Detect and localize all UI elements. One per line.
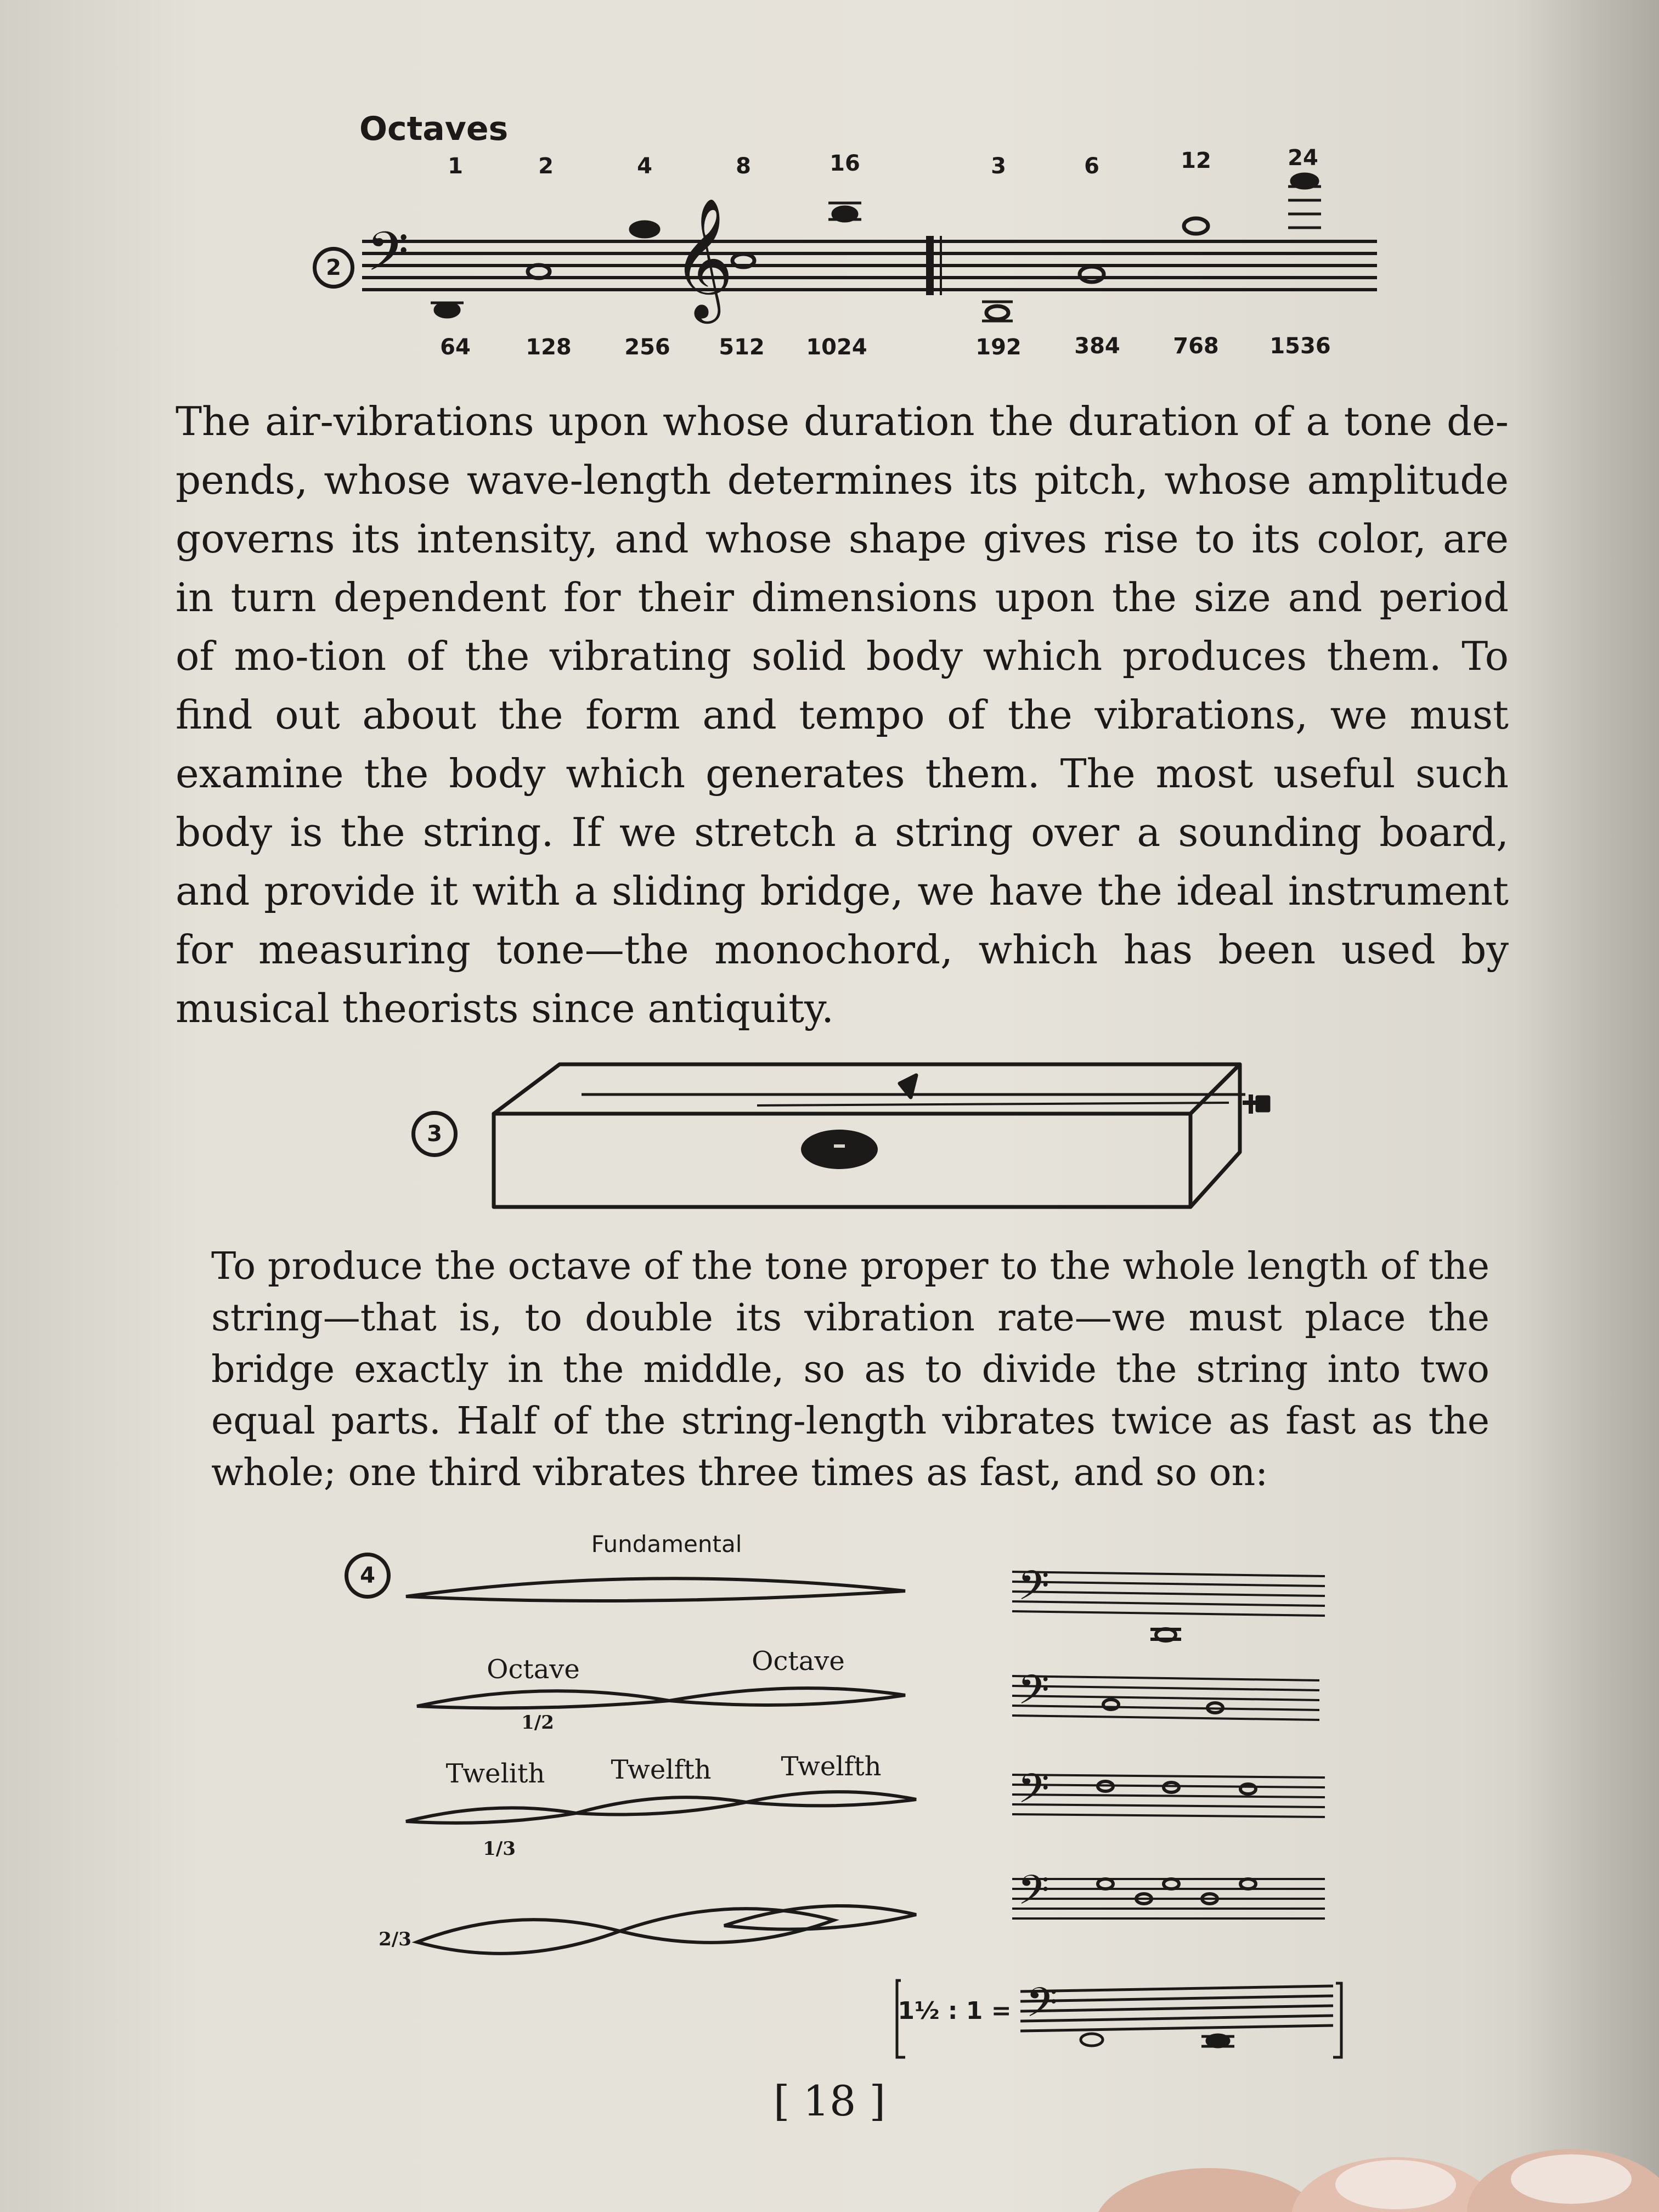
figure-2-number: 2 xyxy=(313,247,354,289)
octaves-heading: Octaves xyxy=(359,110,509,148)
fingertips xyxy=(1056,2124,1659,2212)
paragraph-1: The air-vibrations upon whose duration the duration of a tone de-pends, whose wave-length determines its pitch, whose amplitude governs its intensity, and whose shape gives rise to its color, are in turn dependent for their dimensions upon the size and period of mo-tion of the vibrating solid body which produces them. To find out about the form and tempo of the vibrations, we must examine the body which generates them. The most useful such body is the string. If we stretch a string over a sounding board, and provide it with a sliding bridge, we have the ideal instrument for measuring tone—the monochord, which has been used by musical theorists since antiquity. xyxy=(176,398,1509,1031)
two-thirds-string-1 xyxy=(417,1920,620,1954)
frequency-number: 256 xyxy=(624,335,670,360)
frequency-number: 128 xyxy=(526,335,572,360)
ratio-label: 1½ : 1 = xyxy=(898,1997,1012,2025)
frequency-number: 512 xyxy=(719,335,765,360)
frequency-number: 192 xyxy=(975,335,1022,360)
bass-clef-icon: 𝄢 xyxy=(1018,1666,1049,1724)
octave-number: 3 xyxy=(991,154,1006,179)
octave-number: 6 xyxy=(1084,154,1099,179)
treble-clef-icon: 𝄞 xyxy=(672,197,734,318)
twelfth-label: Twelith xyxy=(445,1758,545,1789)
octave-label: Octave xyxy=(487,1654,580,1685)
two-thirds-fraction: 2/3 xyxy=(379,1928,411,1950)
octave-string-1 xyxy=(417,1691,669,1708)
twelfth-string-1 xyxy=(406,1808,576,1822)
octave-number: 12 xyxy=(1181,148,1211,173)
figure-4-number: 4 xyxy=(345,1553,391,1599)
frequency-number: 64 xyxy=(440,335,471,360)
octave-number: 8 xyxy=(736,154,751,179)
staff-examples xyxy=(1007,1561,1369,1934)
bass-clef-icon: 𝄢 xyxy=(1018,1562,1049,1620)
half-fraction: 1/2 xyxy=(521,1712,554,1734)
page-shadow xyxy=(1516,0,1659,2212)
octave-number: 24 xyxy=(1288,145,1318,171)
frequency-number: 1024 xyxy=(806,335,867,360)
octave-number: 16 xyxy=(830,151,860,176)
twelfth-label: Twelfth xyxy=(611,1754,712,1785)
twelfth-string-3 xyxy=(746,1792,916,1805)
octave-string-2 xyxy=(669,1688,905,1705)
paragraph-2: To produce the octave of the tone proper to the whole length of the string—that is, to double its vibration rate—we must place the bridge exactly in the middle, so as to divide the string into two equal parts. Half of the string-length vibrates twice as fast as the whole; one third vibrates three times as fast, and so on: xyxy=(211,1245,1489,1494)
twelfth-label: Twelfth xyxy=(781,1751,882,1782)
frequency-number: 384 xyxy=(1074,334,1120,359)
twelfth-string-2 xyxy=(576,1797,746,1814)
octave-label: Octave xyxy=(752,1646,845,1677)
figure-2-octaves xyxy=(285,104,1393,379)
bass-clef-icon: 𝄢 xyxy=(366,221,409,297)
bass-clef-icon: 𝄢 xyxy=(1018,1765,1049,1822)
octave-number: 1 xyxy=(448,154,463,179)
frequency-number: 768 xyxy=(1173,334,1219,359)
fundamental-string xyxy=(406,1578,905,1601)
monochord-drawing xyxy=(483,1053,1284,1229)
bass-clef-icon: 𝄢 xyxy=(1018,1866,1049,1924)
page-number: [ 18 ] xyxy=(773,2076,886,2125)
bass-clef-icon: 𝄢 xyxy=(1026,1979,1058,2036)
octave-number: 2 xyxy=(538,154,554,179)
third-fraction: 1/3 xyxy=(483,1838,516,1860)
fundamental-label: Fundamental xyxy=(591,1531,742,1558)
ratio-staff xyxy=(894,1975,1372,2063)
octave-number: 4 xyxy=(637,154,652,179)
figure-3-number: 3 xyxy=(411,1111,458,1157)
string-diagrams xyxy=(395,1553,922,1991)
frequency-number: 1536 xyxy=(1269,334,1331,359)
